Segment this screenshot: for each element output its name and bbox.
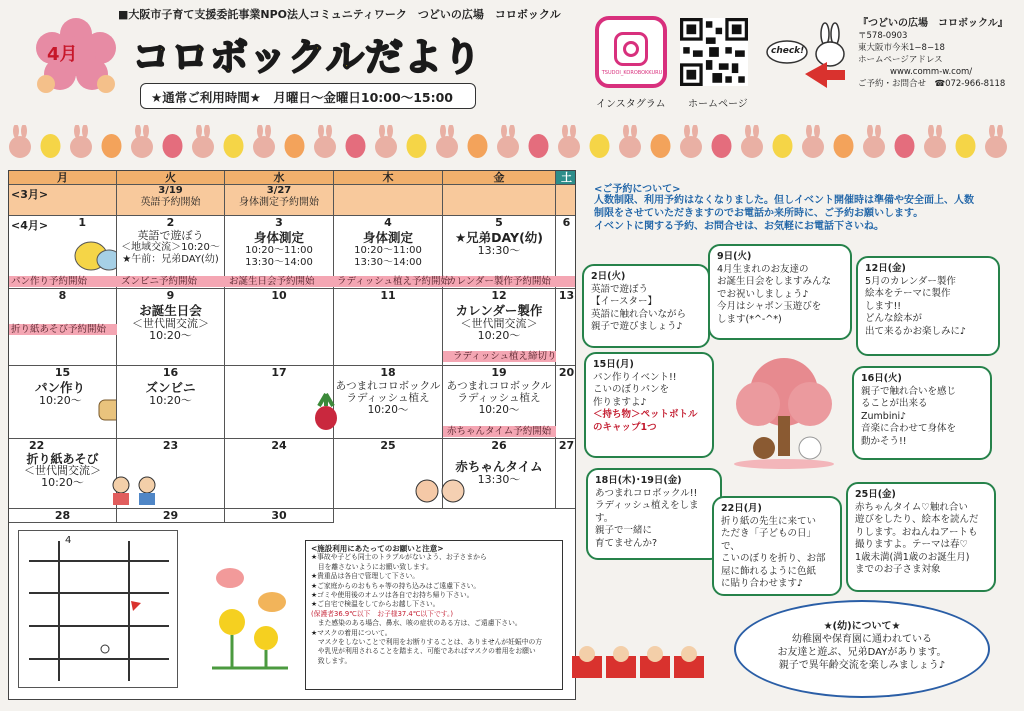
weekday-header-row: [9, 171, 576, 185]
reservation-bar: カレンダー製作予約開始: [447, 276, 551, 287]
event-card: [582, 264, 710, 348]
event-text: 13:30～: [477, 244, 521, 257]
reservation-bar: お誕生日会予約開始: [229, 276, 315, 287]
bubble-title: ★(幼)について★: [823, 621, 901, 632]
day-number: 18: [380, 366, 396, 379]
event-text: あつまれコロボックル: [446, 380, 552, 392]
page-title: コロボックルだより: [132, 35, 482, 79]
day-number: 15: [54, 366, 71, 379]
rules-line: ★マスクの着用について。: [311, 628, 392, 637]
march-row: [9, 185, 576, 216]
notice-line: 制限をさせていただきますのでお電話か来所時に、ご予約お願いします。: [594, 208, 924, 219]
event-card-date: 12日(金): [865, 263, 906, 274]
weekday-fri: 金: [443, 171, 556, 184]
rabbit-check-illustration: [765, 22, 855, 92]
event-text: ＜世代間交流＞: [460, 317, 538, 330]
march-tue-event: 英語予約開始: [140, 197, 201, 208]
week-row-4: [9, 439, 576, 509]
postal-code: 〒578-0903: [858, 31, 908, 41]
event-card-line: ることが出来る: [861, 398, 928, 409]
event-card-line: 撮りますよ。テーマは春♡: [855, 539, 969, 550]
day-number: 12: [491, 289, 507, 302]
babies-icon: [411, 475, 471, 509]
event-text: 10:20～: [149, 394, 192, 407]
bubble-line: お友達と遊ぶ、兄弟DAYがあります。: [777, 647, 947, 658]
event-card-line: りします。おねんねアートも: [855, 526, 978, 538]
event-card-line: どんな絵本が: [865, 313, 923, 324]
instagram-icon[interactable]: [595, 16, 667, 88]
rules-line: ★ご家庭からのおもちゃ等の持ち込みはご遠慮下さい。: [311, 581, 481, 590]
rules-line: また感染のある場合、鼻水、咳の症状のある方は、ご遠慮下さい。: [311, 619, 522, 628]
event-card-line: あつまれコロボックル!!: [595, 487, 698, 499]
day-number: 13: [558, 289, 575, 302]
rules-line: 致します。: [311, 656, 352, 665]
event-text: 10:20～11:00: [354, 245, 422, 256]
event-card-line: 親子で一緒に: [595, 525, 653, 536]
reservation-bar: [443, 351, 556, 362]
weekday-wed: 水: [225, 171, 334, 184]
march-label: <3月>: [11, 188, 49, 201]
day-number: 16: [162, 366, 179, 379]
radish-icon: [309, 390, 343, 436]
event-card-line: ただき「子どもの日」で、: [721, 528, 817, 552]
event-card-line: までのお子さま対象: [855, 564, 941, 575]
event-text: ★兄弟DAY(幼): [454, 230, 544, 245]
event-card-line: 育てませんか?: [595, 537, 658, 549]
event-card-line: に貼り合わせます♪: [721, 578, 804, 589]
event-text: 10:20～11:00: [245, 245, 313, 256]
day-number: 2: [166, 216, 175, 229]
event-card: [712, 496, 842, 596]
day-number: 5: [495, 216, 503, 229]
tree-animals-illustration: [728, 352, 840, 472]
event-card-line: ラディッシュ植えをします。: [595, 500, 699, 524]
rules-line: や乳児が利用されることを踏まえ、可能であればマスクの着用をお願い: [311, 647, 536, 656]
rules-line: マスクをしないことで利用をお断りすることは、ありませんが妊娠中の方: [311, 638, 543, 647]
week-row-2: [9, 289, 576, 366]
weekday-tue: 火: [117, 171, 225, 184]
rules-line: ★ご自宅で検温をしてからお越し下さい。: [311, 600, 440, 609]
event-text: 10:20～: [367, 404, 409, 416]
day-number: 8: [58, 289, 67, 302]
location-map[interactable]: [18, 530, 178, 688]
instagram-caption: TSUDOI_KOROBOKKURU: [601, 70, 663, 76]
event-card: [856, 256, 1000, 356]
event-card-line: 4月生まれのお友達の: [717, 263, 809, 275]
event-text: あつまれコロボックル: [335, 380, 441, 392]
week-row-3: [9, 366, 576, 439]
day-number: 24: [271, 439, 287, 452]
event-card-date: 22日(月): [721, 503, 762, 514]
event-card-line: 今月はシャボン玉遊びを: [717, 301, 822, 312]
event-card: [846, 482, 996, 592]
event-text: 折り紙あそび: [26, 452, 99, 466]
weekday-mon: 月: [9, 171, 117, 184]
day-number: 10: [271, 289, 287, 302]
event-text: 10:20～: [477, 329, 521, 342]
day-number: 22: [29, 439, 45, 452]
day-number: 4: [384, 216, 392, 229]
event-card-date: 16日(火): [861, 373, 902, 384]
event-card-line: こいのぼりパンを: [593, 384, 670, 395]
day-number: 20: [558, 366, 575, 379]
event-text: ズンビニ: [145, 380, 196, 395]
event-card-line: します(*^-^*): [717, 313, 782, 325]
instagram-label: インスタグラム: [596, 99, 666, 110]
event-card-line: 絵本をテーマに製作: [865, 288, 951, 299]
homepage-address-label: ホームページアドレス: [858, 55, 943, 65]
reservation-bar-row: [9, 276, 576, 287]
event-text: 英語で遊ぼう: [137, 229, 204, 242]
reservation-bar: ラディッシュ植え予約開始: [337, 276, 451, 287]
street-address: 東大阪市今米1−8−18: [858, 43, 945, 53]
event-text: 身体測定: [253, 230, 304, 245]
weekday-thu: 木: [334, 171, 443, 184]
event-card-line: こいのぼりを折り、お部: [721, 553, 826, 564]
event-text: 13:30～: [477, 473, 521, 486]
event-card-line: でお祝いしましょう♪: [717, 288, 809, 300]
day-number: 26: [491, 439, 507, 452]
address-block: [858, 18, 1008, 90]
organization-line: ■大阪市子育て支援委託事業NPO法人コミュニティワーク つどいの広場 コロボックル: [118, 8, 561, 21]
event-card-date: 9日(火): [717, 251, 752, 262]
event-card-date: 18日(木)･19日(金): [595, 475, 682, 486]
kindergarten-note-bubble: [734, 600, 990, 698]
event-card-line: 親子で触れ合いを感じ: [861, 385, 957, 397]
event-card-line: します!!: [865, 300, 902, 312]
event-card-line: 英語に触れ合いながら: [591, 308, 687, 320]
opening-hours: ★通常ご利用時間★ 月曜日～金曜日10:00～15:00: [140, 83, 476, 109]
event-text: 赤ちゃんタイム: [455, 459, 543, 474]
notice-line: イベントに関する予約、お問合せは、お気軽にお電話下さいね。: [594, 221, 884, 232]
march-tue-date: 3/19: [158, 185, 183, 196]
event-card-line: 出て来るかお楽しみに♪: [865, 325, 967, 337]
march-wed-date: 3/27: [266, 185, 292, 196]
day-number: 19: [491, 366, 507, 379]
children-icon: [107, 473, 167, 507]
event-text: お誕生日会: [139, 303, 202, 318]
rules-line: ★ゴミや使用後のオムツは各自でお持ち帰り下さい。: [311, 591, 474, 600]
reservation-bar: ズンビニ予約開始: [121, 276, 198, 287]
day-number: 11: [380, 289, 396, 302]
easter-chick-icon: [69, 234, 117, 274]
bubble-line: 幼稚園や保育園に通われている: [792, 634, 932, 645]
day-number: 25: [380, 439, 396, 452]
day-number: 17: [271, 366, 287, 379]
event-card-line: 屋に飾れるように色紙: [721, 565, 817, 577]
rules-line: ★貴重品は各自で管理して下さい。: [311, 572, 420, 581]
event-card-line: パン作りイベント!!: [593, 371, 677, 383]
reservation-bar-text: ラディッシュ植え締切り: [453, 351, 557, 362]
usage-rules: [305, 540, 563, 690]
event-text: ＜世代間交流＞: [132, 317, 209, 330]
event-card-line: 【イースター】: [591, 296, 658, 307]
event-card: [584, 352, 714, 458]
event-text: ＜世代間交流＞: [24, 464, 101, 477]
event-card-line: 遊びをしたり、絵本を読んだ: [855, 514, 979, 525]
event-text: ラディッシュ植え: [457, 392, 541, 404]
event-text: 10:20～: [39, 394, 82, 407]
event-card-line: 音楽に合わせて身体を: [861, 423, 957, 434]
day-number: 28: [54, 509, 71, 522]
event-card-line: お誕生日会をしますみんな: [717, 276, 832, 287]
facility-name: 『つどいの広場 コロボックル』: [858, 18, 1008, 29]
reservation-bar: パン作り予約開始: [11, 276, 88, 287]
reservation-bar: [443, 426, 556, 437]
event-card-line: 英語で遊ぼう: [591, 283, 649, 295]
day-number: 3: [275, 216, 283, 229]
event-card-line: 動かそう!!: [861, 435, 907, 447]
day-number: 29: [162, 509, 179, 522]
event-card-line: 1歳未満(満1歳のお誕生月): [855, 551, 970, 563]
reservation-bar-text: 赤ちゃんタイム予約開始: [447, 426, 552, 437]
notice-line: 人数制限、利用予約はなくなりました。但しイベント開催時は準備や安全面上、人数: [594, 195, 974, 206]
reservation-heading: <ご予約について>: [594, 184, 681, 195]
event-card-line: 親子で遊びましょう♪: [591, 321, 683, 332]
event-text: 10:20～: [478, 404, 520, 416]
day-number: 9: [166, 289, 175, 302]
reservation-bar-text: 折り紙あそび予約開始: [11, 324, 107, 335]
event-text: パン作り: [35, 380, 86, 395]
event-card-line: 5月のカレンダー製作: [865, 275, 956, 287]
event-card-bring-item: のキャップ1つ: [593, 421, 657, 433]
event-card-bring-item: ＜持ち物＞ペットボトル: [593, 409, 698, 420]
event-card-line: 折り紙の先生に来てい: [721, 515, 817, 527]
month-label: 4月: [47, 44, 78, 65]
event-text: 身体測定: [362, 230, 413, 245]
event-card-date: 15日(月): [593, 359, 634, 370]
bread-icon: [97, 394, 117, 424]
reservation-notice: [594, 194, 994, 233]
train-illustration: [570, 640, 710, 686]
check-label: check!: [771, 46, 805, 56]
event-text: ラディッシュ植え: [346, 392, 430, 404]
day-number: 1: [78, 216, 86, 229]
event-text: ＜地域交流＞10:20～: [121, 242, 220, 253]
qr-code-icon[interactable]: [680, 18, 748, 86]
event-card-line: 作りますよ♪: [593, 396, 647, 408]
map-label: 4: [65, 535, 72, 546]
event-card: [586, 468, 722, 560]
day-number: 27: [558, 439, 575, 452]
event-text: 10:20～: [149, 329, 192, 342]
event-text: 13:30～14:00: [245, 257, 313, 268]
event-text: カレンダー製作: [455, 303, 543, 318]
homepage-label: ホームページ: [688, 99, 748, 110]
rabbit-egg-decoration: [6, 125, 1018, 161]
day-number: 30: [271, 509, 287, 522]
event-card-line: 赤ちゃんタイム♡触れ合い: [855, 501, 968, 513]
event-card: [708, 244, 852, 340]
event-text: 10:20～: [41, 476, 84, 489]
day-number: 23: [162, 439, 179, 452]
bubble-line: 親子で異年齢交流を楽しみましょう♪: [778, 660, 946, 671]
event-card: [852, 366, 992, 460]
event-card-date: 25日(金): [855, 489, 896, 500]
event-text: ★午前：兄弟DAY(幼): [122, 254, 219, 265]
week-row-1: [9, 216, 576, 289]
event-card-date: 2日(火): [591, 271, 626, 282]
event-card-line: Zumbini♪: [861, 410, 907, 422]
rules-line: 目を離さないようにお願い致します。: [311, 562, 433, 571]
dandelion-butterfly-illustration: [202, 560, 298, 680]
march-wed-event: 身体測定予約開始: [239, 197, 319, 208]
weekday-sat: 土: [556, 171, 576, 184]
rules-title: <施設利用にあたってのお願いと注意>: [311, 544, 444, 553]
event-text: 13:30～14:00: [354, 257, 422, 268]
rules-temperature: (保護者36.9℃以下 お子様37.4℃以下です。): [311, 609, 454, 618]
rules-line: ★事故や子ども同士のトラブルがないよう、お子さまから: [311, 553, 487, 562]
day-number: 6: [562, 216, 571, 229]
reservation-bar: [9, 324, 117, 335]
april-label: <4月>: [11, 219, 49, 232]
contact-phone[interactable]: ご予約・お問合せ ☎072-966-8118: [858, 79, 1006, 89]
homepage-url[interactable]: www.comm-w.com/: [890, 67, 973, 77]
